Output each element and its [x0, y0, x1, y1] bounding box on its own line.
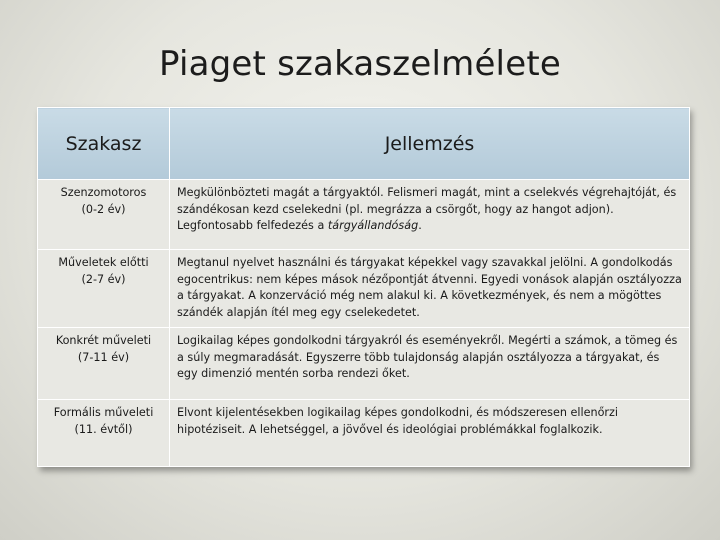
stage-age: (0-2 év)	[81, 202, 126, 216]
description-end: .	[418, 219, 422, 232]
stages-table	[37, 107, 690, 467]
description-cell	[170, 400, 690, 467]
table-row	[38, 400, 690, 467]
stage-cell	[38, 400, 170, 467]
description-text: Megkülönbözteti magát a tárgyaktól. Felismeri magát, mint a cselekvés végrehajtóját, és szándékosan kezd cselekedni (pl. megrázza a csörgőt, hogy az hangot adjon). Legfontosabb felfedezés a	[177, 186, 677, 232]
description-emphasis: tárgyállandóság	[327, 219, 419, 232]
stages-table-container	[37, 107, 689, 467]
stage-age: (2-7 év)	[81, 272, 126, 286]
stage-name: Konkrét műveleti	[55, 334, 152, 347]
stage-age: (11. évtől)	[74, 422, 133, 436]
stage-name: Műveletek előtti	[58, 256, 149, 269]
header-stage: Szakasz	[38, 108, 170, 180]
description-text: Logikailag képes gondolkodni tárgyakról és eseményekről. Megérti a számok, a tömeg és a súly megmaradását. Egyszerre több tulajdonság alapján osztályozza a tárgyakat, és egy dimenzió mentén sorba rendezi őket.	[177, 334, 678, 380]
description-text: Megtanul nyelvet használni és tárgyakat képekkel vagy szavakkal jelölni. A gondolkodás egocentrikus: nem képes mások nézőpontját átvenni. Egyedi vonások alapján osztályozza a tárgyakat. A konzerváció még nem alakul ki. A következmények, és nem a mögöttes szándék alapján ítél meg egy cselekedetet.	[177, 256, 682, 319]
table-row	[38, 250, 690, 328]
stage-cell	[38, 328, 170, 400]
table-header-row	[38, 108, 690, 180]
description-text: Elvont kijelentésekben logikailag képes gondolkodni, és módszeresen ellenőrzi hipotéziseit. A lehetséggel, a jövővel és ideológiai problémákkal foglalkozik.	[177, 406, 619, 436]
table-row	[38, 180, 690, 250]
table-row	[38, 328, 690, 400]
stage-age: (7-11 év)	[77, 350, 130, 364]
description-cell	[170, 250, 690, 328]
stage-name: Szenzomotoros	[60, 186, 147, 199]
description-cell	[170, 328, 690, 400]
description-cell	[170, 180, 690, 250]
stage-name: Formális műveleti	[53, 406, 154, 419]
page-title: Piaget szakaszelmélete	[159, 44, 561, 84]
stage-cell	[38, 180, 170, 250]
header-description: Jellemzés	[170, 108, 690, 180]
stage-cell	[38, 250, 170, 328]
